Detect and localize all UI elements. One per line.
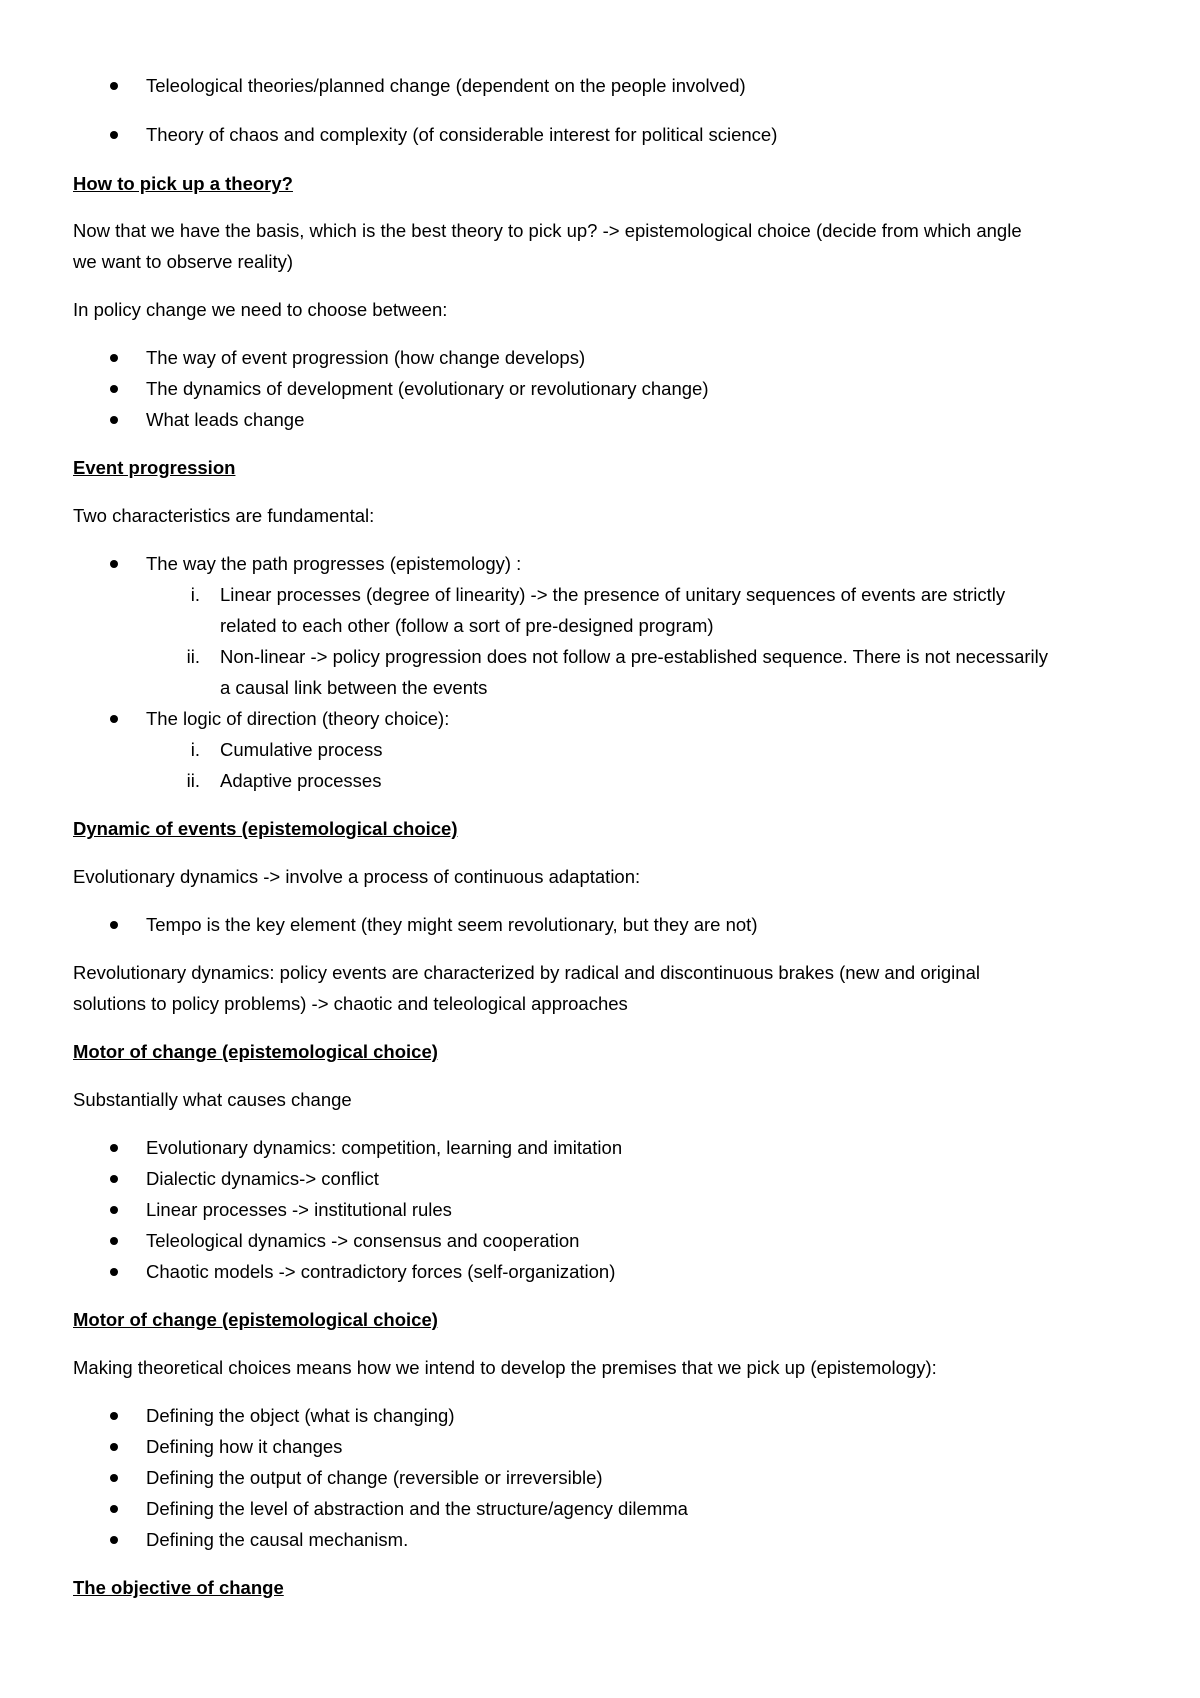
- bullet-dot: [110, 1144, 118, 1152]
- section-heading: Event progression: [73, 457, 236, 478]
- roman-numeral: i.: [190, 739, 200, 760]
- paragraph-line: Revolutionary dynamics: policy events are characterized by radical and discontinuous brakes (new and original: [73, 962, 980, 983]
- section-heading: Motor of change (epistemological choice): [73, 1309, 438, 1330]
- paragraph: Two characteristics are fundamental:: [73, 505, 375, 526]
- section-heading: Dynamic of events (epistemological choice): [73, 818, 458, 839]
- bullet-dot: [110, 560, 118, 568]
- list-item: The way the path progresses (epistemology) :: [146, 553, 522, 574]
- bullet-dot: [110, 385, 118, 393]
- sub-list-item-line: Non-linear -> policy progression does not follow a pre-established sequence. There is not necessarily: [220, 646, 1048, 667]
- section-heading: The objective of change: [73, 1577, 284, 1598]
- list-item: Defining the object (what is changing): [146, 1405, 455, 1426]
- bullet-dot: [110, 1206, 118, 1214]
- bullet-dot: [110, 82, 118, 90]
- paragraph-line: we want to observe reality): [73, 251, 294, 272]
- paragraph: Evolutionary dynamics -> involve a process of continuous adaptation:: [73, 866, 641, 887]
- list-item: Teleological theories/planned change (dependent on the people involved): [146, 75, 746, 96]
- list-item: Defining the level of abstraction and the structure/agency dilemma: [146, 1498, 688, 1519]
- paragraph: In policy change we need to choose between:: [73, 299, 448, 320]
- roman-numeral: ii.: [186, 646, 200, 667]
- bullet-dot: [110, 921, 118, 929]
- sub-list-item-line: Linear processes (degree of linearity) -> the presence of unitary sequences of events are strictly: [220, 584, 1006, 605]
- bullet-dot: [110, 715, 118, 723]
- list-item: Linear processes -> institutional rules: [146, 1199, 452, 1220]
- list-item: What leads change: [146, 409, 305, 430]
- bullet-dot: [110, 1536, 118, 1544]
- bullet-dot: [110, 1474, 118, 1482]
- paragraph-line: Now that we have the basis, which is the best theory to pick up? -> epistemological choice (decide from which angle: [73, 220, 1022, 241]
- list-item: The logic of direction (theory choice):: [146, 708, 450, 729]
- list-item: Dialectic dynamics-> conflict: [146, 1168, 379, 1189]
- list-item: Evolutionary dynamics: competition, learning and imitation: [146, 1137, 623, 1158]
- bullet-dot: [110, 1505, 118, 1513]
- sub-list-item-line: a causal link between the events: [220, 677, 488, 698]
- section-heading: How to pick up a theory?: [73, 173, 293, 194]
- bullet-dot: [110, 1268, 118, 1276]
- bullet-dot: [110, 131, 118, 139]
- list-item: The way of event progression (how change develops): [146, 347, 586, 368]
- list-item: Chaotic models -> contradictory forces (self-organization): [146, 1261, 616, 1282]
- list-item: Defining the output of change (reversible or irreversible): [146, 1467, 603, 1488]
- bullet-dot: [110, 1175, 118, 1183]
- section-heading: Motor of change (epistemological choice): [73, 1041, 438, 1062]
- bullet-dot: [110, 1443, 118, 1451]
- list-item: Defining how it changes: [146, 1436, 343, 1457]
- sub-list-item: Adaptive processes: [220, 770, 382, 791]
- list-item: Defining the causal mechanism.: [146, 1529, 409, 1550]
- bullet-dot: [110, 354, 118, 362]
- roman-numeral: ii.: [186, 770, 200, 791]
- bullet-dot: [110, 416, 118, 424]
- paragraph: Making theoretical choices means how we intend to develop the premises that we pick up (epistemology):: [73, 1357, 937, 1378]
- sub-list-item-line: related to each other (follow a sort of pre-designed program): [220, 615, 714, 636]
- sub-list-item: Cumulative process: [220, 739, 383, 760]
- paragraph-line: solutions to policy problems) -> chaotic and teleological approaches: [73, 993, 628, 1014]
- list-item: Theory of chaos and complexity (of considerable interest for political science): [146, 124, 778, 145]
- list-item: The dynamics of development (evolutionary or revolutionary change): [146, 378, 709, 399]
- paragraph: Substantially what causes change: [73, 1089, 352, 1110]
- list-item: Tempo is the key element (they might seem revolutionary, but they are not): [146, 914, 758, 935]
- roman-numeral: i.: [190, 584, 200, 605]
- bullet-dot: [110, 1412, 118, 1420]
- bullet-dot: [110, 1237, 118, 1245]
- list-item: Teleological dynamics -> consensus and cooperation: [146, 1230, 580, 1251]
